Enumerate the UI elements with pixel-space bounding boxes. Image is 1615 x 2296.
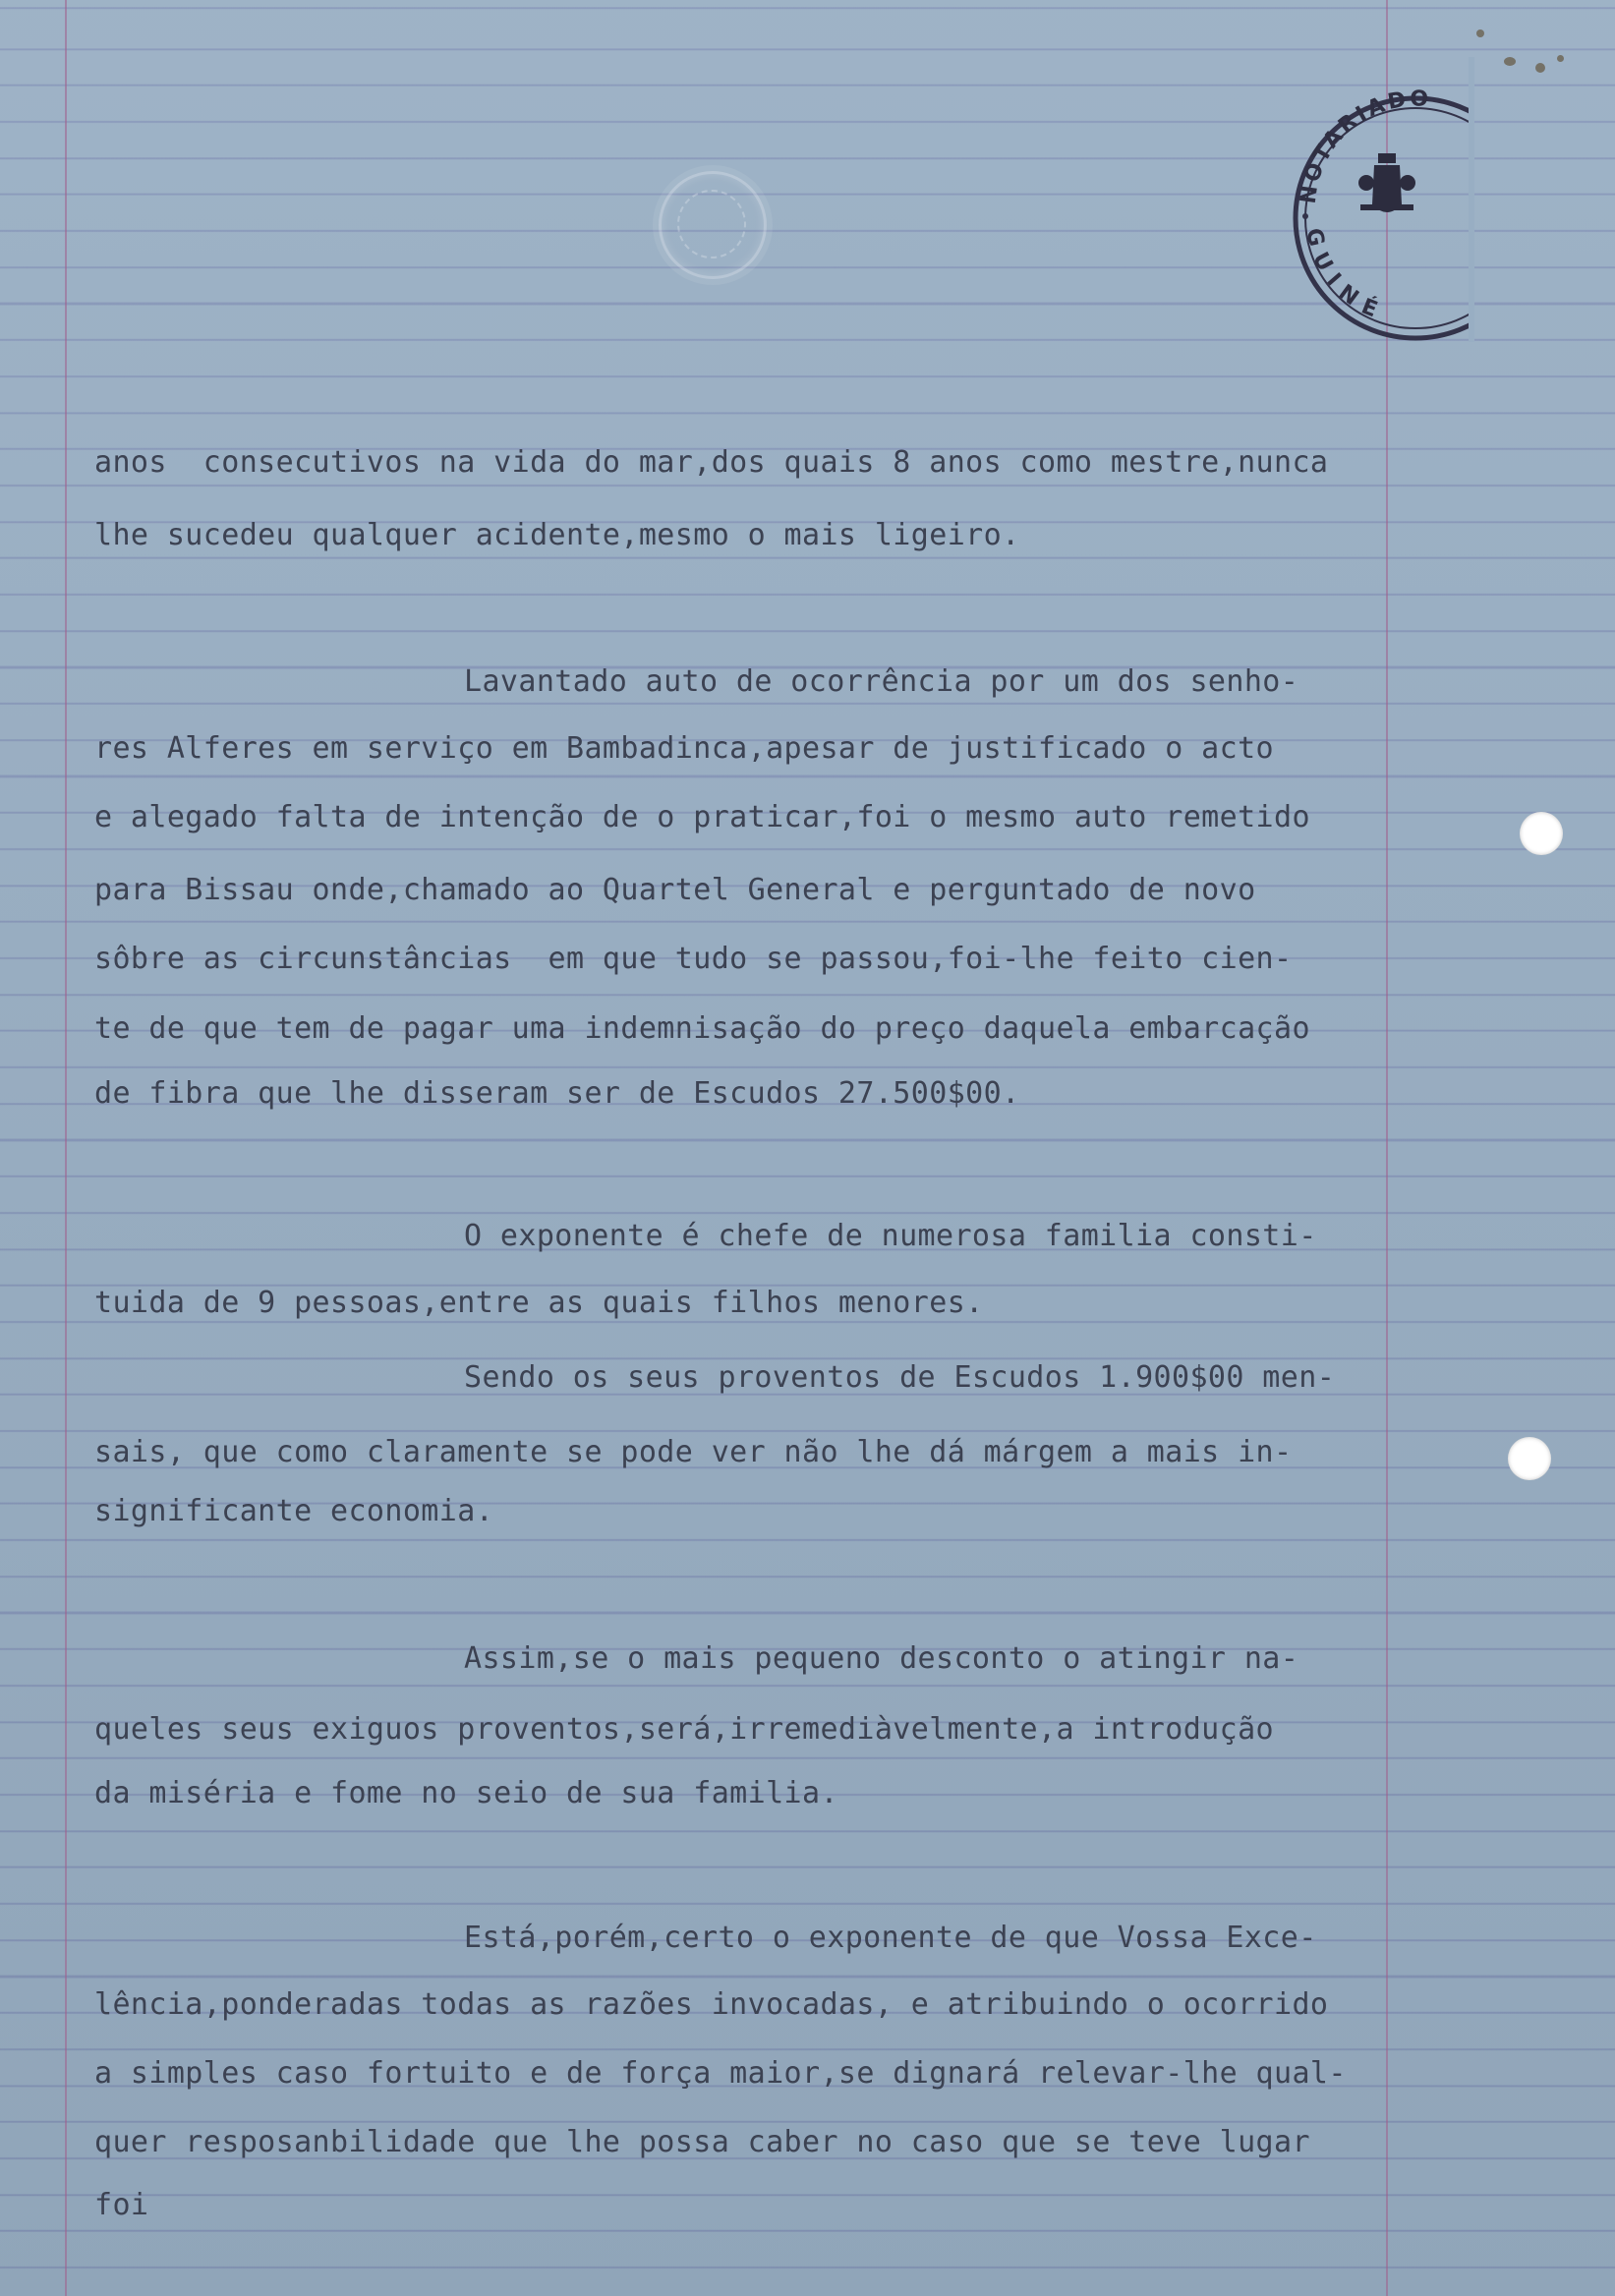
text-line-17: da miséria e fome no seio de sua familia. [94,1776,838,1810]
ink-speck [1535,63,1545,73]
stamp-top-text: NOTARIADO [1296,86,1432,205]
text-line-10: O exponente é chefe de numerosa familia consti- [464,1219,1317,1253]
text-line-5: e alegado falta de intenção de o praticar,foi o mesmo auto remetido [94,800,1310,834]
svg-text:GUINÉ [1300,226,1390,326]
ink-speck [1504,57,1516,66]
text-line-6: para Bissau onde,chamado ao Quartel General e perguntado de novo [94,873,1256,907]
punch-hole-lower [1508,1437,1551,1480]
text-line-16: queles seus exiguos proventos,será,irremediàvelmente,a introdução [94,1712,1274,1747]
text-line-19: lência,ponderadas todas as razões invocadas, e atribuindo o ocorrido [94,1987,1329,2022]
text-line-4: res Alferes em serviço em Bambadinca,apesar de justificado o acto [94,731,1274,766]
coat-of-arms-icon [1358,153,1415,212]
embossed-seal [659,171,767,279]
text-line-15: Assim,se o mais pequeno desconto o atingir na- [464,1641,1299,1676]
notary-stamp [1278,57,1474,342]
text-line-22: foi [94,2188,149,2222]
text-line-12: Sendo os seus proventos de Escudos 1.900$00 men- [464,1360,1336,1395]
ink-speck [1557,55,1564,62]
stamp-bottom-text: GUINÉ [1300,225,1390,326]
text-line-7: sôbre as circunstâncias em que tudo se passou,foi-lhe feito cien- [94,942,1293,976]
text-line-20: a simples caso fortuito e de força maior,se dignará relevar-lhe qual- [94,2056,1347,2091]
text-line-2: lhe sucedeu qualquer acidente,mesmo o mais ligeiro. [94,518,1020,552]
text-line-21: quer resposanbilidade que lhe possa caber no caso que se teve lugar [94,2125,1310,2159]
text-line-13: sais, que como claramente se pode ver não lhe dá márgem a mais in- [94,1435,1293,1469]
text-line-18: Está,porém,certo o exponente de que Vossa Exce- [464,1921,1317,1955]
text-line-3: Lavantado auto de ocorrência por um dos senho- [464,664,1299,699]
text-line-11: tuida de 9 pessoas,entre as quais filhos menores. [94,1286,984,1320]
ink-speck [1476,29,1484,37]
text-line-9: de fibra que lhe disseram ser de Escudos 27.500$00. [94,1076,1020,1111]
punch-hole-upper [1520,812,1563,855]
text-line-1: anos consecutivos na vida do mar,dos quais 8 anos como mestre,nunca [94,445,1329,480]
left-margin-rule [65,0,67,2296]
text-line-8: te de que tem de pagar uma indemnisação do preço daquela embarcação [94,1011,1310,1046]
text-line-14: significante economia. [94,1494,494,1528]
